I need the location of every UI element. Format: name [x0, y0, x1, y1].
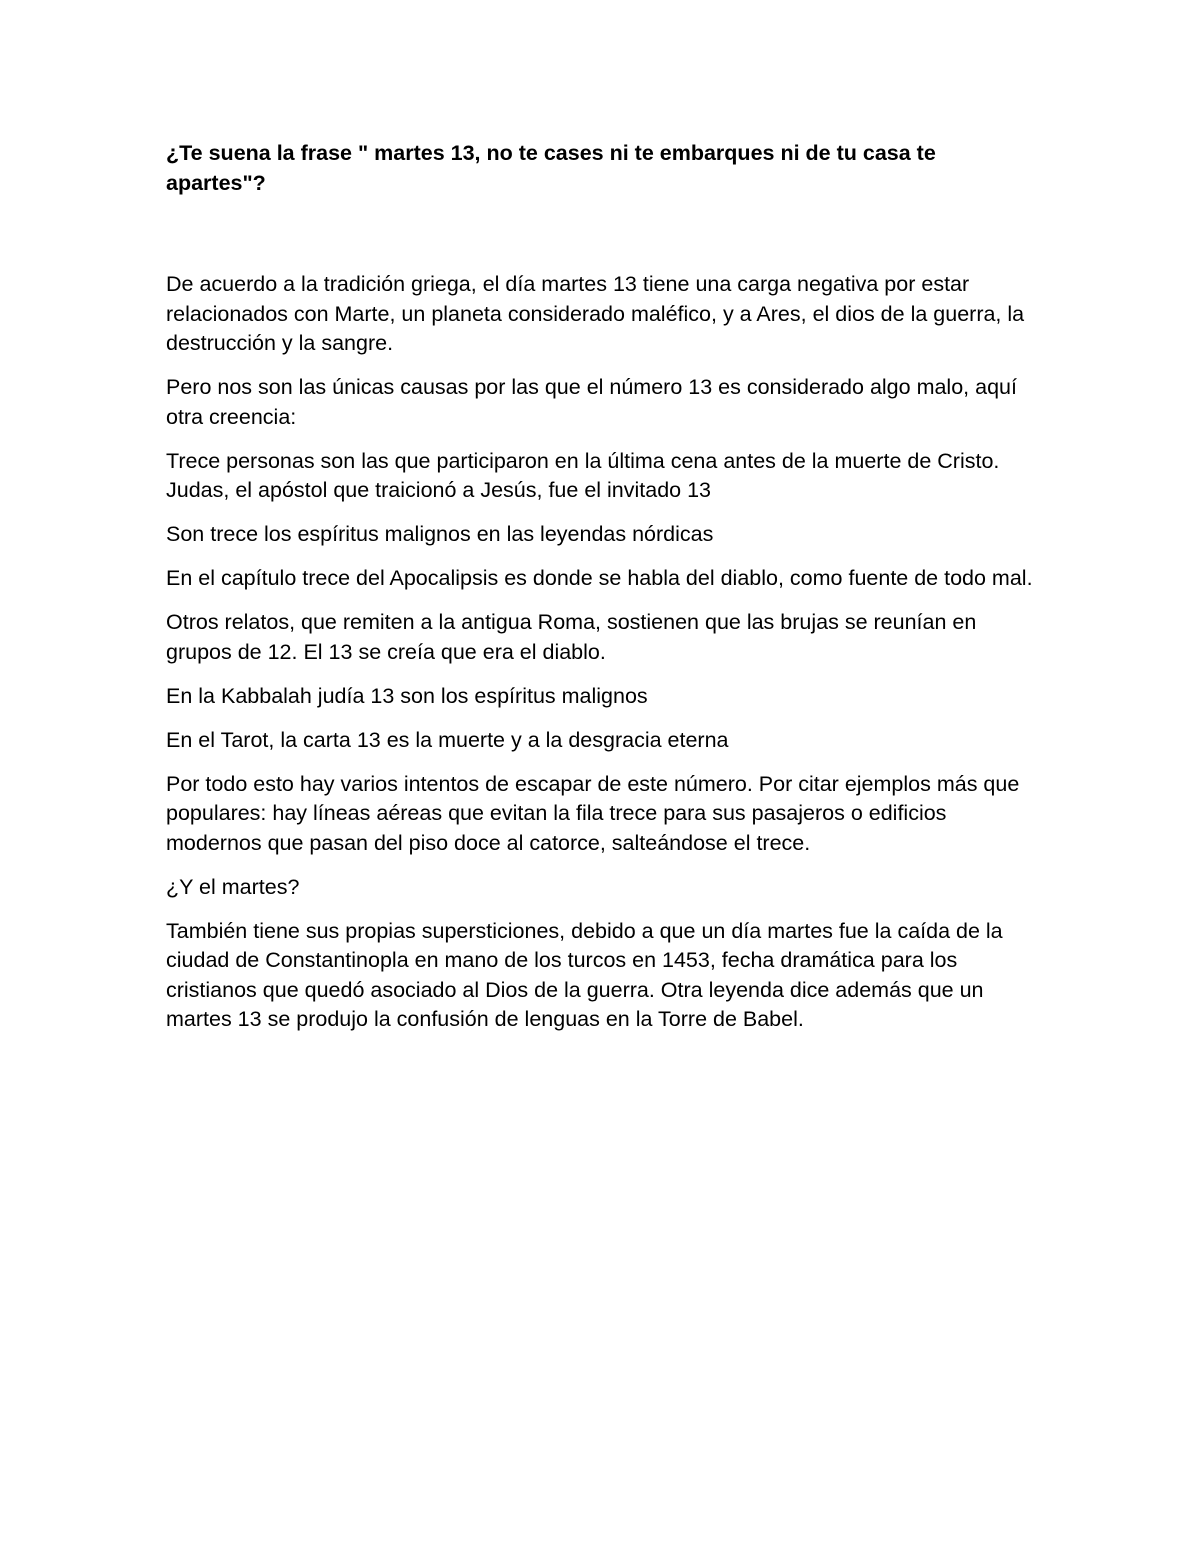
paragraph: ¿Y el martes? [166, 874, 300, 899]
paragraph: También tiene sus propias supersticiones, debido a que un día martes fue la caída de la ciudad de Constantinopla en mano de los turcos en 1453, fecha dramática para los cristianos que quedó asociado al Dios de la guerra. Otra leyenda dice además que un martes 13 se produjo la confusión de lenguas en la Torre de Babel. [166, 918, 1003, 1031]
paragraph: Son trece los espíritus malignos en las leyendas nórdicas [166, 522, 714, 546]
paragraph: Por todo esto hay varios intentos de escapar de este número. Por citar ejemplos más que populares: hay líneas aéreas que evitan la fila trece para sus pasajeros o edificios modernos que pasan del piso doce al catorce, salteándose el trece. [166, 771, 1020, 855]
paragraph: Trece personas son las que participaron en la última cena antes de la muerte de Cristo. Judas, el apóstol que traicionó a Jesús, fue el invitado 13 [166, 448, 1000, 502]
paragraph: En el Tarot, la carta 13 es la muerte y a la desgracia eterna [166, 727, 729, 752]
paragraph: En el capítulo trece del Apocalipsis es donde se habla del diablo, como fuente de todo mal. [166, 566, 1033, 590]
document-title: ¿Te suena la frase " martes 13, no te cases ni te embarques ni de tu casa te apartes"? [166, 141, 936, 195]
paragraph: Pero nos son las únicas causas por las que el número 13 es considerado algo malo, aquí otra creencia: [166, 375, 1017, 429]
paragraph: En la Kabbalah judía 13 son los espíritus malignos [166, 683, 648, 708]
paragraph-list [166, 270, 1036, 1035]
paragraph: De acuerdo a la tradición griega, el día martes 13 tiene una carga negativa por estar relacionados con Marte, un planeta considerado maléfico, y a Ares, el dios de la guerra, la destrucción y la sangre. [166, 272, 1025, 355]
paragraph: Otros relatos, que remiten a la antigua Roma, sostienen que las brujas se reunían en grupos de 12. El 13 se creía que era el diablo. [166, 610, 977, 664]
document-body [166, 138, 1036, 1049]
